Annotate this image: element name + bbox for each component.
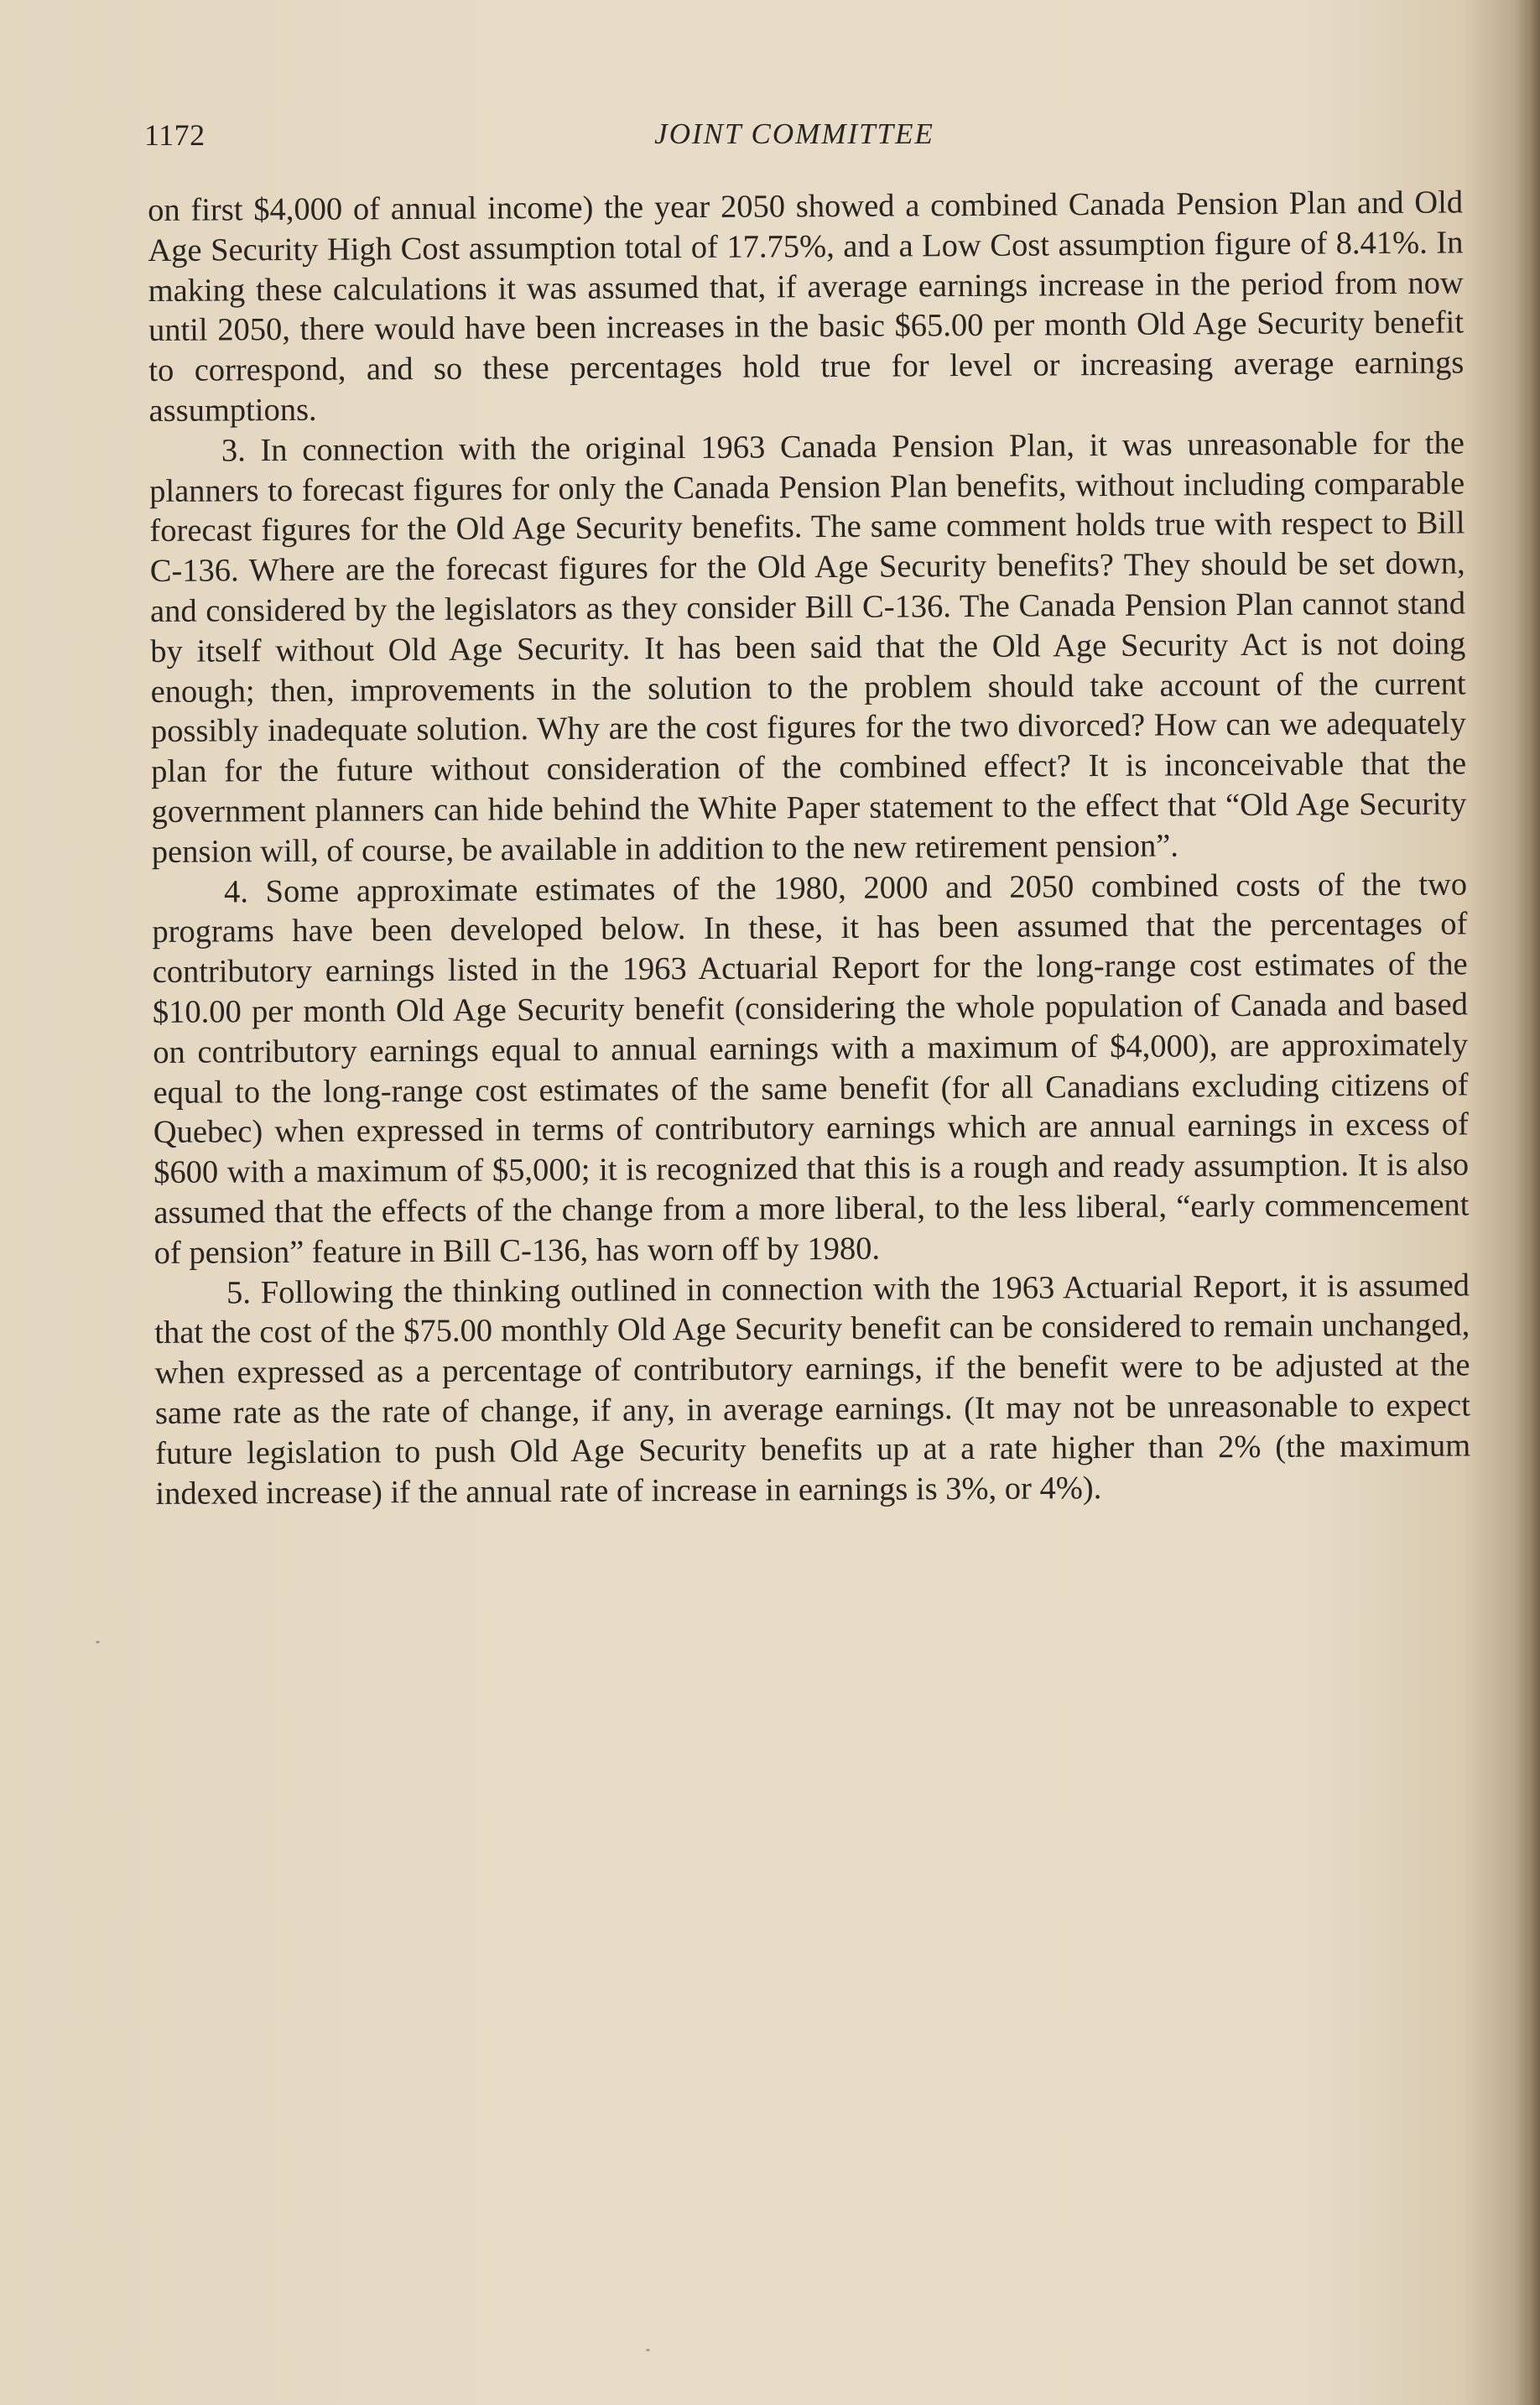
paragraph-3: 3. In connection with the original 1963 Canada Pension Plan, it was unreasonable for the planners to forecast figures for only the Canada Pension Plan benefits, without including comparable forecast figures for the Old Age Security benefits. The same comment holds true with respect to Bill C-136. Where are the forecast figures for the Old Age Security benefits? They should be set down, and considered by the legislators as they consider Bill C-136. The Canada Pension Plan cannot stand by itself without Old Age Security. It has been said that the Old Age Security Act is not doing enough; then, improvements in the solution to the problem should take account of the current possibly inadequate solution. Why are the cost figures for the two divorced? How can we adequately plan for the future without consideration of the combined effect? It is inconceivable that the government planners can hide behind the White Paper statement to the effect that “Old Age Security pension will, of course, be available in addition to the new retirement pension”. xyxy=(149,425,1467,870)
paper-speck xyxy=(96,1641,100,1643)
page-binding-shadow xyxy=(1515,0,1540,2405)
page-number: 1172 xyxy=(144,118,206,152)
page-header xyxy=(144,117,1444,159)
paper-speck xyxy=(646,2349,650,2351)
paragraph-5: 5. Following the thinking outlined in connection with the 1963 Actuarial Report, it is assumed that the cost of the $75.00 monthly Old Age Security benefit can be considered to remain unchanged, when expressed as a percentage of contributory earnings, if the benefit were to be adjusted at the same rate as the rate of change, if any, in average earnings. (It may not be unreasonable to expect future legislation to push Old Age Security benefits up at a rate higher than 2% (the maximum indexed increase) if the annual rate of increase in earnings is 3%, or 4%). xyxy=(154,1267,1471,1512)
running-head: JOINT COMMITTEE xyxy=(654,117,934,150)
paragraph-4: 4. Some approximate estimates of the 1980, 2000 and 2050 combined costs of the two programs have been developed below. In these, it has been assumed that the percentages of contributory earnings listed in the 1963 Actuarial Report for the long-range cost estimates of the $10.00 per month Old Age Security benefit (considering the whole population of Canada and based on contributory earnings equal to annual earnings with a maximum of $4,000), are approximately equal to the long-range cost estimates of the same benefit (for all Canadians excluding citizens of Quebec) when expressed in terms of contributory earnings which are annual earnings in excess of $600 with a maximum of $5,000; it is recognized that this is a rough and ready assumption. It is also assumed that the effects of the change from a more liberal, to the less liberal, “early commencement of pension” feature in Bill C-136, has worn off by 1980. xyxy=(152,866,1470,1271)
paragraph-continuation: on first $4,000 of annual income) the year 2050 showed a combined Canada Pension Plan and Old Age Security High Cost assumption total of 17.75%, and a Low Cost assumption figure of 8.41%. In making these calculations it was assumed that, if average earnings increase in the period from now until 2050, there would have been increases in the basic $65.00 per month Old Age Security benefit to correspond, and so these percentages hold true for level or increasing average earnings assumptions. xyxy=(148,185,1465,429)
body-text xyxy=(148,183,1471,1514)
